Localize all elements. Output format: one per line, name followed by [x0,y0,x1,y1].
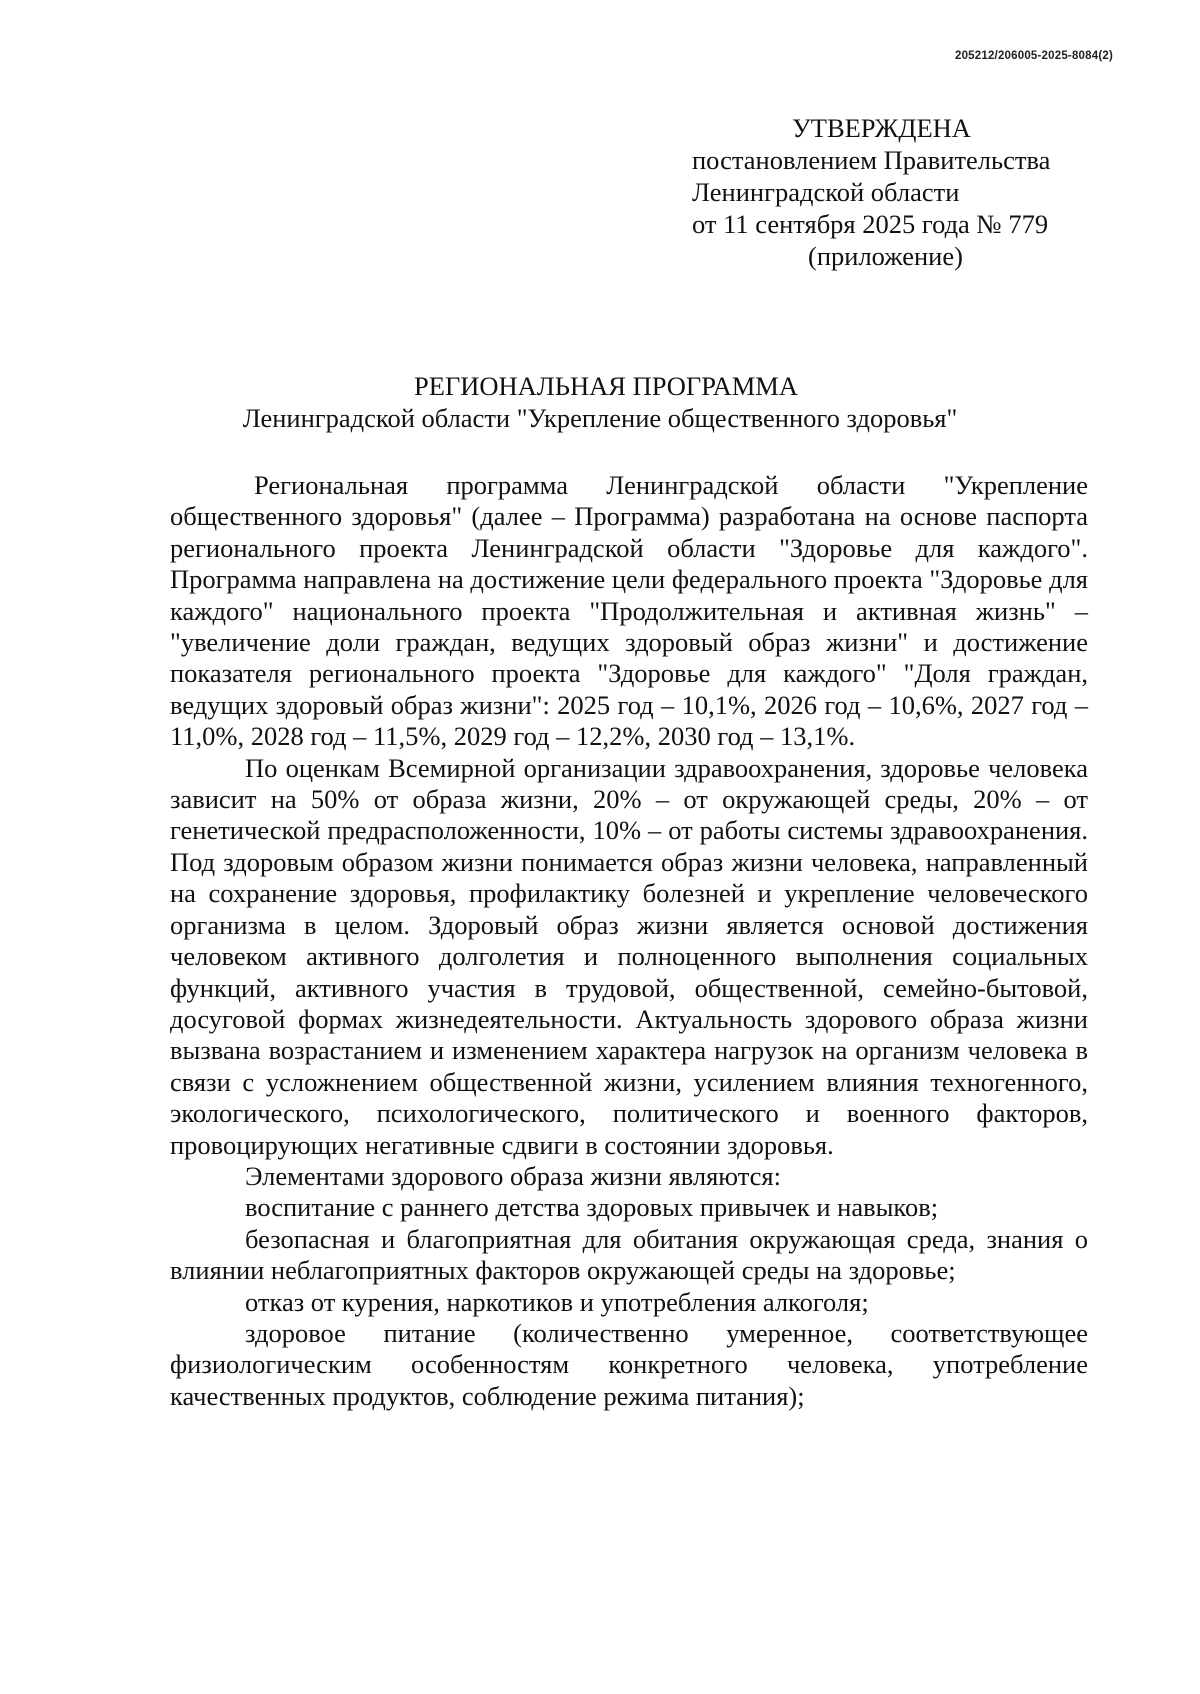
list-item-healthy-eating: здоровое питание (количественно умеренное, соответствующее физиологическим особенностям конкретного человека, употребление качественных продуктов, соблюдение режима питания); [170,1317,1088,1411]
program-heading [0,370,1200,434]
approval-line-date-number: от 11 сентября 2025 года № 779 [692,209,1049,239]
approval-line-resolution: постановлением Правительства [692,145,1051,175]
paragraph-elements-intro: Элементами здорового образа жизни являются: [245,1160,781,1191]
paragraph-who-estimates: По оценкам Всемирной организации здравоохранения, здоровье человека зависит на 50% от образа жизни, 20% – от окружающей среды, 20% – от генетической предрасположенности, 10% – от работы системы здравоохранения. Под здоровым образом жизни понимается образ жизни человека, направленный на сохранение здоровья, профилактику болезней и укрепление человеческого организма в целом. Здоровый образ жизни является основой достижения человеком активного долголетия и полноценного выполнения социальных функций, активного участия в трудовой, общественной, семейно-бытовой, досуговой формах жизнедеятельности. Актуальность здорового образа жизни вызвана возрастанием и изменением характера нагрузок на организм человека в связи с усложнением общественной жизни, усилением влияния техногенного, экологического, психологического, политического и военного факторов, провоцирующих негативные сдвиги в состоянии здоровья. [170,752,1088,1160]
approval-line-region: Ленинградской области [692,177,960,207]
program-title: РЕГИОНАЛЬНАЯ ПРОГРАММА [414,371,798,401]
list-item-no-smoking: отказ от курения, наркотиков и употребления алкоголя; [245,1286,869,1317]
program-subtitle: Ленинградской области "Укрепление общественного здоровья" [242,403,958,433]
document-id: 205212/206005-2025-8084(2) [954,50,1113,62]
list-item-environment: безопасная и благоприятная для обитания окружающая среда, знания о влиянии неблагоприятных факторов окружающей среды на здоровье; [170,1223,1088,1286]
list-item-habits: воспитание с раннего детства здоровых привычек и навыков; [245,1192,939,1223]
approval-title: УТВЕРЖДЕНА [792,113,971,143]
paragraph-program-basis: Региональная программа Ленинградской области "Укрепление общественного здоровья" (далее – Программа) разработана на основе паспорта регионального проекта Ленинградской области "Здоровье для каждого". Программа направлена на достижение цели федерального проекта "Здоровье для каждого" национального проекта "Продолжительная и активная жизнь" – "увеличение доли граждан, ведущих здоровый образ жизни" и достижение показателя регионального проекта "Здоровье для каждого" "Доля граждан, ведущих здоровый образ жизни": 2025 год – 10,1%, 2026 год – 10,6%, 2027 год – 11,0%, 2028 год – 11,5%, 2029 год – 12,2%, 2030 год – 13,1%. [170,470,1088,752]
approval-block [692,112,1122,272]
approval-line-appendix: (приложение) [808,241,963,271]
document-body [170,470,1088,1412]
